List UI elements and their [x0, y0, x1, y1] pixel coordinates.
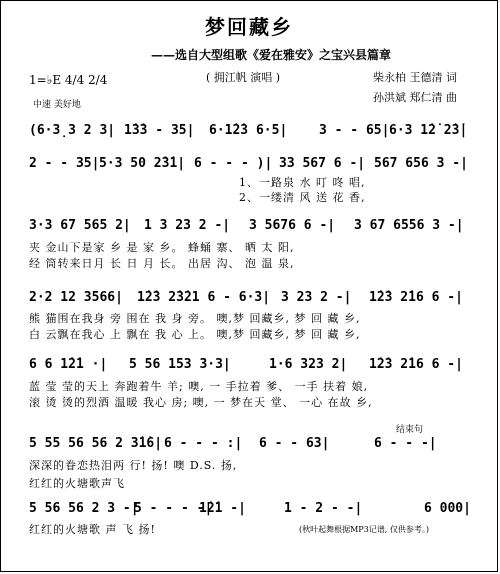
- tempo-marking: 中速 美好地: [33, 100, 81, 110]
- measure: (6·3̣3 2 3|: [29, 123, 116, 138]
- score-row-1: [29, 123, 489, 138]
- measure: 2 - - 35|: [29, 156, 100, 171]
- measure: 1̇2̇3 2̇3̇21 6 - 6·3|: [137, 290, 271, 305]
- song-subtitle: ——选自大型组歌《爱在雅安》之宝兴县篇章: [151, 48, 392, 62]
- score-row-2: [29, 156, 489, 171]
- transcription-note: (秋叶起舞根据MP3记谱, 仅供参考。): [299, 525, 429, 534]
- lyric-line: 1、一路泉 水 叮 咚 唱,: [239, 176, 366, 189]
- measure: 3 67 6556 3 -|: [354, 218, 464, 233]
- measure: 5 - - - -|: [134, 501, 213, 516]
- measure: 5 56 153 3·3|: [129, 357, 231, 372]
- measure: 6 - - -|: [374, 436, 437, 451]
- measure: 1·6 323 2|: [269, 357, 348, 372]
- lyric-line: 红红的火塘歌 声 飞 扬!: [29, 523, 156, 536]
- lyric-line: 白 云飘在我心 上 飘在 我 心 上。 噢,梦 回藏乡, 梦 回 藏 乡,: [29, 328, 361, 341]
- lyric-line: 经 筒转来日月 长 日 月 长。 出居 沟、 泡 温 泉,: [29, 257, 295, 270]
- measure: 1̇3̇3 - 35|: [124, 123, 195, 138]
- score-row-7: [29, 501, 489, 516]
- lyric-line: 熊 猫围在我身 旁 围在 我 身 旁。 噢,梦 回藏乡, 梦 回 藏 乡,: [29, 312, 361, 325]
- measure: 3 - - 65|: [319, 123, 390, 138]
- measure: 3 5676 6 -|: [249, 218, 336, 233]
- score-row-4: [29, 290, 489, 305]
- song-title: 梦回藏乡: [205, 15, 293, 39]
- measure: 1̇2̇1 -|: [199, 501, 246, 516]
- lyric-line: 红红的火塘歌声飞: [29, 477, 125, 490]
- measure: 6 - - - )|: [194, 156, 273, 171]
- measure: 6·3 1̇2̇ 2̇3̇|: [389, 123, 468, 138]
- lyricist-credit: 柴永柏 王德清 词: [373, 71, 457, 84]
- lyric-line: 蓝 莹 莹的天上 奔跑着牛 羊; 噢, 一 手拉着 爹、 一手 扶着 娘,: [29, 380, 369, 393]
- ending-mark: 结束句: [396, 425, 424, 435]
- measure: 5·3 50 2̇3̇1|: [99, 156, 186, 171]
- measure: 3 23 2 -|: [281, 290, 352, 305]
- measure: 1̇2̇3 2̇16 6 -|: [369, 290, 463, 305]
- measure: 6 6 1̇2̇1 ·|: [29, 357, 108, 372]
- measure: 1̇2̇3 2̇16 6 -|: [369, 357, 463, 372]
- lyric-line: 夹 金山下是家 乡 是 家 乡。 蜂蛹 寨、 晒 太 阳,: [29, 241, 295, 254]
- composer-credit: 孙洪斌 郑仁清 曲: [373, 91, 457, 104]
- score-row-5: [29, 357, 489, 372]
- measure: 1 - 2 - -|: [284, 501, 363, 516]
- lyric-line: 2、一缕清 风 送 花 香,: [239, 191, 366, 204]
- measure: 6·1̇2̇3 6·5|: [209, 123, 288, 138]
- measure: 6 - - - :|: [164, 436, 243, 451]
- measure: 33 567 6 -|: [279, 156, 366, 171]
- measure: 3·3 67 565 2|: [29, 218, 131, 233]
- measure: 5 55 56 56 2 3̇1̇6|: [29, 436, 163, 451]
- measure: 6 000|: [424, 501, 471, 516]
- measure: 1 3 23 2 -|: [144, 218, 231, 233]
- measure: 6 - - 63|: [259, 436, 330, 451]
- score-row-6: [29, 436, 489, 451]
- measure: 5 56 56 2 3 -|: [29, 501, 139, 516]
- measure: 2·2 12 3566|: [29, 290, 123, 305]
- measure: 567 656 3 -|: [374, 156, 468, 171]
- singer-credit: ( 拥江帆 演唱 ): [206, 71, 281, 84]
- lyric-line: 滚 烫 烫的烈酒 温暖 我心 房; 噢, 一 梦在天 堂、 一心 在故 乡,: [29, 396, 373, 409]
- key-signature: 1=♭E 4/4 2/4: [29, 73, 108, 87]
- score-row-3: [29, 218, 489, 233]
- lyric-line: 深深的眷恋热泪两 行! 扬! 噢 D.S. 扬,: [29, 459, 238, 472]
